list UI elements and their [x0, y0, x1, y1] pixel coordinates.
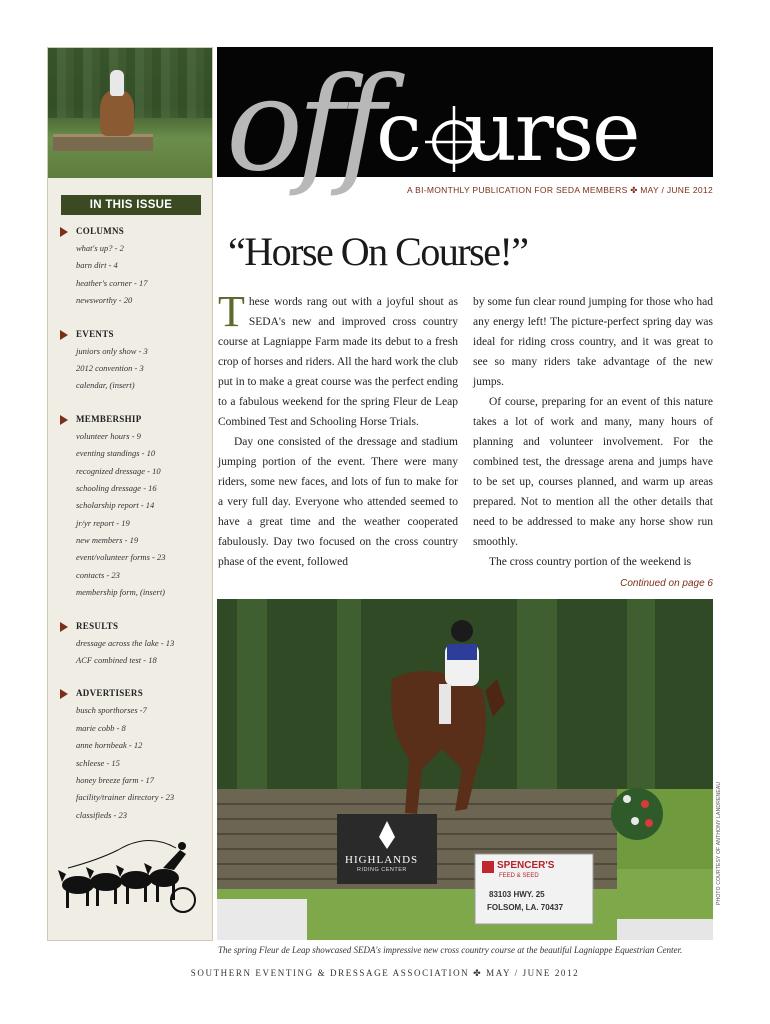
logo-course [376, 85, 639, 180]
toc-section-columns [60, 223, 210, 310]
toc-item[interactable]: newsworthy - 20 [76, 295, 133, 306]
toc-section-events [60, 326, 210, 395]
sign-address: 83103 HWY. 25 [489, 890, 545, 899]
triangle-right-icon [60, 330, 68, 340]
photo-credit: PHOTO COURTESY OF ANTHONY LANDRENEAU [716, 781, 722, 905]
sign-title: SPENCER'S [497, 860, 555, 871]
crosshair-icon [417, 100, 491, 174]
logo-off: off [226, 51, 380, 200]
paragraph: The cross country portion of the weekend is [489, 556, 692, 568]
paragraph: Of course, preparing for an event of this nature takes a lot of work and many, many hours of planning and volunteer involvement. For the combined test, the dressage arena and jumps have to be set up, courses planned, and warm up areas prepared. Not to mention all the other details that need to be addressed to make any horse show run smoothly. [473, 396, 713, 548]
paragraph: Day one consisted of the dressage and stadium jumping portion of the event. There were many riders, some new faces, and lots of fun to make for a very full day. Everyone who attended seemed to have a great time and the weather cooperated fabulously. Day two focused on the cross country phase of the event, followed [218, 436, 458, 568]
toc-item[interactable]: marie cobb - 8 [76, 722, 126, 733]
toc-item[interactable]: recognized dressage - 10 [76, 465, 161, 476]
paragraph [218, 287, 458, 432]
toc-heading-label: RESULTS [76, 620, 119, 631]
toc-item[interactable]: schooling dressage - 16 [76, 482, 157, 493]
toc-heading[interactable] [60, 618, 210, 635]
photo-rider [110, 70, 124, 96]
photo-horse [100, 90, 134, 136]
banner-subtitle: RIDING CENTER [357, 867, 407, 873]
toc-item[interactable]: calendar, (insert) [76, 380, 135, 391]
tagline: A BI-MONTHLY PUBLICATION FOR SEDA MEMBERS ✤ MAY / JUNE 2012 [406, 185, 713, 195]
toc-item[interactable]: dressage across the lake - 13 [76, 637, 175, 648]
toc-heading-label: MEMBERSHIP [76, 413, 142, 424]
toc-heading-label: ADVERTISERS [76, 688, 144, 699]
toc-item[interactable]: classifieds - 23 [76, 809, 127, 820]
toc-item[interactable]: event/volunteer forms - 23 [76, 552, 166, 563]
article-column-right [473, 292, 713, 572]
toc-item[interactable]: anne hornbeak - 12 [76, 740, 143, 751]
banner-name: HIGHLANDS [345, 854, 419, 866]
toc-item[interactable]: busch sporthorses -7 [76, 705, 147, 716]
toc-item[interactable]: new members - 19 [76, 535, 139, 546]
main-photo [217, 599, 713, 940]
photo-caption: The spring Fleur de Leap showcased SEDA's impressive new cross country course at the beautiful Lagniappe Equestrian Center. [218, 945, 683, 955]
sidebar-photo [48, 48, 212, 178]
toc-item[interactable]: barn dirt - 4 [76, 260, 118, 271]
toc-section-results [60, 618, 210, 670]
toc-item[interactable]: jr/yr report - 19 [76, 517, 130, 528]
toc-item[interactable]: ACF combined test - 18 [76, 655, 157, 666]
triangle-right-icon [60, 227, 68, 237]
toc-section-membership [60, 411, 210, 602]
toc-heading-label: COLUMNS [76, 226, 125, 236]
triangle-right-icon [60, 689, 68, 699]
toc-heading[interactable] [60, 326, 210, 343]
continued-link[interactable]: Continued on page 6 [620, 578, 713, 589]
triangle-right-icon [60, 622, 68, 632]
toc-item[interactable]: eventing standings - 10 [76, 448, 156, 459]
toc-item[interactable]: heather's corner - 17 [76, 277, 148, 288]
toc-item[interactable]: contacts - 23 [76, 569, 120, 580]
toc-section-advertisers [60, 685, 210, 824]
toc-item[interactable]: honey breeze farm - 17 [76, 774, 155, 785]
sidebar [47, 47, 213, 941]
triangle-right-icon [60, 415, 68, 425]
page-footer: SOUTHERN EVENTING & DRESSAGE ASSOCIATION ✤ MAY / JUNE 2012 [190, 968, 580, 978]
logo-urse: urse [463, 85, 639, 180]
toc-heading[interactable] [60, 685, 210, 702]
toc-heading[interactable] [60, 223, 210, 240]
paragraph-text: hese words rang out with a joyful shout as SEDA's new and improved cross country course at Lagniappe Farm made its debut to a fresh crop of horses and riders. All the hard work the club put in to make a great course was the perfect ending to a fabulous weekend for the spring Fleur de Leap Combined Test and Schooling Horse Trials. [218, 296, 458, 428]
photo-fence [53, 134, 153, 151]
toc-item[interactable]: scholarship report - 14 [76, 500, 155, 511]
toc-item[interactable]: schleese - 15 [76, 757, 120, 768]
paragraph: by some fun clear round jumping for those who had any energy left! The picture-perfect spring day was ideal for riding cross country, and it was great to see so many riders take advantage of the new jumps. [473, 296, 713, 388]
drop-cap: T [218, 287, 245, 336]
toc-heading-label: EVENTS [76, 328, 114, 339]
in-this-issue-label: IN THIS ISSUE [61, 195, 201, 215]
sign-subtitle: FEED & SEED [499, 873, 539, 879]
table-of-contents [60, 223, 210, 840]
article-column-left [218, 287, 458, 572]
toc-item[interactable]: membership form, (insert) [76, 587, 166, 598]
headline: “Horse On Course!” [228, 229, 528, 274]
toc-item[interactable]: what's up? - 2 [76, 243, 124, 253]
toc-heading[interactable] [60, 411, 210, 428]
toc-item[interactable]: juniors only show - 3 [76, 345, 148, 356]
sign-city: FOLSOM, LA. 70437 [487, 903, 564, 912]
logo-c: c [376, 85, 420, 180]
toc-item[interactable]: facility/trainer directory - 23 [76, 792, 175, 803]
photo-scene [217, 599, 713, 940]
horse-carriage-illustration [58, 830, 198, 920]
toc-item[interactable]: 2012 convention - 3 [76, 362, 144, 373]
toc-item[interactable]: volunteer hours - 9 [76, 430, 141, 441]
